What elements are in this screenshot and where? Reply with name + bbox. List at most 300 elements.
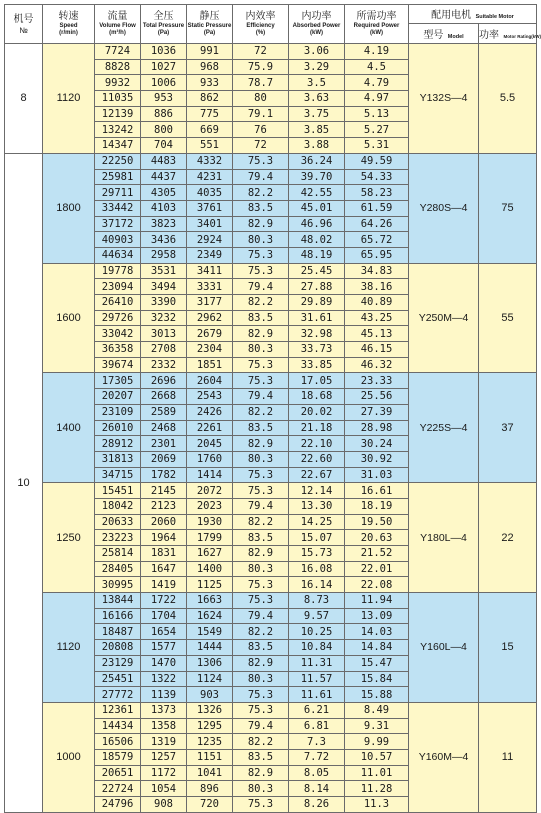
required-power-cell: 49.59 <box>345 153 409 169</box>
motor-power-cell: 75 <box>479 153 537 263</box>
flow-cell: 8828 <box>95 59 141 75</box>
col-motor-power <box>479 24 541 44</box>
efficiency-cell: 82.9 <box>233 655 289 671</box>
absorbed-power-cell: 21.18 <box>289 420 345 436</box>
required-power-cell: 22.01 <box>345 561 409 577</box>
efficiency-cell: 80.3 <box>233 561 289 577</box>
machine-no-cell: 10 <box>5 153 43 812</box>
required-power-cell: 20.63 <box>345 530 409 546</box>
flow-cell: 29711 <box>95 185 141 201</box>
static-pressure-cell: 4035 <box>187 185 233 201</box>
motor-power-cell: 15 <box>479 593 537 703</box>
efficiency-cell: 75.3 <box>233 153 289 169</box>
flow-cell: 9932 <box>95 75 141 91</box>
total-pressure-cell: 3436 <box>141 232 187 248</box>
efficiency-cell: 78.7 <box>233 75 289 91</box>
required-power-cell: 30.24 <box>345 436 409 452</box>
efficiency-cell: 79.4 <box>233 718 289 734</box>
absorbed-power-cell: 42.55 <box>289 185 345 201</box>
efficiency-cell: 83.5 <box>233 640 289 656</box>
total-pressure-cell: 2696 <box>141 373 187 389</box>
static-pressure-cell: 4332 <box>187 153 233 169</box>
required-power-cell: 10.57 <box>345 749 409 765</box>
flow-unit: (m³/h) <box>109 30 126 36</box>
total-pressure-cell: 1964 <box>141 530 187 546</box>
static-pressure-cell: 1624 <box>187 608 233 624</box>
col-machine-no <box>5 5 43 44</box>
total-pressure-cell: 3232 <box>141 310 187 326</box>
absorbed-power-cell: 14.25 <box>289 514 345 530</box>
flow-cell: 16166 <box>95 608 141 624</box>
machine-no-symbol: № <box>19 25 28 35</box>
table-row <box>5 153 537 169</box>
static-pressure-cell: 1930 <box>187 514 233 530</box>
total-pressure-cell: 1319 <box>141 734 187 750</box>
flow-cell: 26010 <box>95 420 141 436</box>
absorbed-power-cn: 内功率 <box>301 11 332 22</box>
static-pressure-cell: 2023 <box>187 498 233 514</box>
flow-cell: 18487 <box>95 624 141 640</box>
flow-cell: 26410 <box>95 295 141 311</box>
motor-power-cell: 11 <box>479 702 537 812</box>
efficiency-cell: 82.9 <box>233 546 289 562</box>
total-pressure-cell: 3390 <box>141 295 187 311</box>
total-pressure-cell: 1577 <box>141 640 187 656</box>
required-power-cell: 43.25 <box>345 310 409 326</box>
total-pressure-en: Total Pressure <box>142 23 185 29</box>
absorbed-power-cell: 9.57 <box>289 608 345 624</box>
efficiency-cell: 82.9 <box>233 436 289 452</box>
required-power-cell: 58.23 <box>345 185 409 201</box>
flow-cell: 24796 <box>95 797 141 813</box>
total-pressure-cell: 4437 <box>141 169 187 185</box>
total-pressure-cell: 1257 <box>141 749 187 765</box>
absorbed-power-cell: 48.19 <box>289 247 345 263</box>
table-row <box>5 44 537 60</box>
total-pressure-cell: 3494 <box>141 279 187 295</box>
flow-cell: 44634 <box>95 247 141 263</box>
required-power-cell: 65.95 <box>345 247 409 263</box>
absorbed-power-cell: 6.21 <box>289 702 345 718</box>
static-pressure-cell: 1235 <box>187 734 233 750</box>
table-row <box>5 702 537 718</box>
efficiency-cell: 75.9 <box>233 59 289 75</box>
absorbed-power-cell: 15.07 <box>289 530 345 546</box>
static-pressure-cell: 669 <box>187 122 233 138</box>
efficiency-cell: 82.9 <box>233 216 289 232</box>
suitable-motor-en: Suitable Motor <box>475 14 514 20</box>
required-power-cell: 27.39 <box>345 404 409 420</box>
required-power-cell: 9.99 <box>345 734 409 750</box>
required-power-cell: 38.16 <box>345 279 409 295</box>
total-pressure-cell: 1139 <box>141 687 187 703</box>
absorbed-power-cell: 46.96 <box>289 216 345 232</box>
absorbed-power-cell: 10.25 <box>289 624 345 640</box>
flow-cell: 23129 <box>95 655 141 671</box>
static-pressure-cell: 1400 <box>187 561 233 577</box>
static-pressure-en: Static Pressure <box>187 23 232 29</box>
total-pressure-cell: 1647 <box>141 561 187 577</box>
efficiency-cell: 75.3 <box>233 357 289 373</box>
efficiency-cell: 75.3 <box>233 483 289 499</box>
flow-cell: 23094 <box>95 279 141 295</box>
static-pressure-cell: 1124 <box>187 671 233 687</box>
total-pressure-cell: 800 <box>141 122 187 138</box>
efficiency-cell: 82.2 <box>233 734 289 750</box>
absorbed-power-cell: 11.57 <box>289 671 345 687</box>
table-row <box>5 373 537 389</box>
flow-cell: 25814 <box>95 546 141 562</box>
col-suitable-motor <box>409 5 537 24</box>
absorbed-power-cell: 3.88 <box>289 138 345 154</box>
suitable-motor-cn: 配用电机 <box>431 10 472 21</box>
required-power-cell: 15.88 <box>345 687 409 703</box>
static-pressure-cell: 2349 <box>187 247 233 263</box>
required-power-cell: 14.03 <box>345 624 409 640</box>
required-power-cell: 11.01 <box>345 765 409 781</box>
performance-table <box>4 4 541 813</box>
static-pressure-cell: 1295 <box>187 718 233 734</box>
required-power-cell: 15.84 <box>345 671 409 687</box>
total-pressure-cell: 1358 <box>141 718 187 734</box>
efficiency-cell: 79.4 <box>233 169 289 185</box>
required-power-cell: 16.61 <box>345 483 409 499</box>
total-pressure-cell: 1704 <box>141 608 187 624</box>
total-pressure-cell: 3823 <box>141 216 187 232</box>
static-pressure-cell: 862 <box>187 91 233 107</box>
total-pressure-cell: 1027 <box>141 59 187 75</box>
efficiency-cell: 83.5 <box>233 200 289 216</box>
efficiency-cell: 75.3 <box>233 702 289 718</box>
efficiency-cell: 75.3 <box>233 687 289 703</box>
absorbed-power-cell: 7.72 <box>289 749 345 765</box>
flow-cell: 30995 <box>95 577 141 593</box>
motor-model-cell: Y280S—4 <box>409 153 479 263</box>
static-pressure-cell: 1041 <box>187 765 233 781</box>
static-pressure-cell: 2426 <box>187 404 233 420</box>
total-pressure-cell: 2668 <box>141 389 187 405</box>
required-power-cn: 所需功率 <box>356 11 397 22</box>
absorbed-power-cell: 7.3 <box>289 734 345 750</box>
total-pressure-cell: 2060 <box>141 514 187 530</box>
required-power-cell: 5.31 <box>345 138 409 154</box>
total-pressure-cell: 1831 <box>141 546 187 562</box>
total-pressure-cell: 2708 <box>141 342 187 358</box>
absorbed-power-cell: 3.85 <box>289 122 345 138</box>
absorbed-power-cell: 3.75 <box>289 106 345 122</box>
flow-cell: 25981 <box>95 169 141 185</box>
efficiency-cell: 79.1 <box>233 106 289 122</box>
absorbed-power-cell: 45.01 <box>289 200 345 216</box>
total-pressure-cell: 1419 <box>141 577 187 593</box>
absorbed-power-cell: 16.14 <box>289 577 345 593</box>
required-power-cell: 34.83 <box>345 263 409 279</box>
speed-cn: 转速 <box>58 11 79 22</box>
absorbed-power-cell: 3.06 <box>289 44 345 60</box>
static-pressure-cell: 551 <box>187 138 233 154</box>
absorbed-power-cell: 3.63 <box>289 91 345 107</box>
motor-power-en: Motor Rating(kW) <box>503 33 541 39</box>
required-power-cell: 11.3 <box>345 797 409 813</box>
required-power-cell: 28.98 <box>345 420 409 436</box>
static-pressure-cell: 1444 <box>187 640 233 656</box>
speed-cell: 1120 <box>43 593 95 703</box>
flow-cell: 16506 <box>95 734 141 750</box>
efficiency-cell: 75.3 <box>233 593 289 609</box>
efficiency-cell: 82.2 <box>233 624 289 640</box>
efficiency-cell: 75.3 <box>233 797 289 813</box>
static-pressure-cell: 1549 <box>187 624 233 640</box>
total-pressure-cell: 2069 <box>141 451 187 467</box>
total-pressure-cell: 1654 <box>141 624 187 640</box>
absorbed-power-cell: 39.70 <box>289 169 345 185</box>
required-power-cell: 31.03 <box>345 467 409 483</box>
static-pressure-cell: 2072 <box>187 483 233 499</box>
speed-cell: 1800 <box>43 153 95 263</box>
absorbed-power-cell: 6.81 <box>289 718 345 734</box>
total-pressure-cell: 1036 <box>141 44 187 60</box>
efficiency-cell: 83.5 <box>233 749 289 765</box>
flow-cell: 22250 <box>95 153 141 169</box>
static-pressure-cell: 1799 <box>187 530 233 546</box>
absorbed-power-cell: 36.24 <box>289 153 345 169</box>
static-pressure-unit: (Pa) <box>203 30 216 36</box>
efficiency-cell: 72 <box>233 138 289 154</box>
flow-cell: 23109 <box>95 404 141 420</box>
total-pressure-cell: 4483 <box>141 153 187 169</box>
total-pressure-cell: 1054 <box>141 781 187 797</box>
absorbed-power-cell: 3.5 <box>289 75 345 91</box>
flow-cell: 39674 <box>95 357 141 373</box>
speed-cell: 1000 <box>43 702 95 812</box>
static-pressure-cell: 2261 <box>187 420 233 436</box>
total-pressure-cn: 全压 <box>153 11 174 22</box>
flow-cell: 33442 <box>95 200 141 216</box>
absorbed-power-cell: 33.73 <box>289 342 345 358</box>
total-pressure-cell: 2589 <box>141 404 187 420</box>
total-pressure-cell: 1006 <box>141 75 187 91</box>
required-power-cell: 61.59 <box>345 200 409 216</box>
speed-unit: (r/min) <box>59 30 78 36</box>
static-pressure-cell: 1414 <box>187 467 233 483</box>
table-body <box>5 44 537 813</box>
machine-no-label: 机号 <box>13 13 34 25</box>
efficiency-cell: 82.9 <box>233 326 289 342</box>
motor-model-cell: Y180L—4 <box>409 483 479 593</box>
total-pressure-cell: 704 <box>141 138 187 154</box>
absorbed-power-cell: 48.02 <box>289 232 345 248</box>
static-pressure-cell: 896 <box>187 781 233 797</box>
required-power-cell: 65.72 <box>345 232 409 248</box>
efficiency-cell: 75.3 <box>233 263 289 279</box>
required-power-cell: 46.15 <box>345 342 409 358</box>
total-pressure-cell: 1782 <box>141 467 187 483</box>
motor-model-cell: Y250M—4 <box>409 263 479 373</box>
efficiency-cell: 82.2 <box>233 185 289 201</box>
efficiency-cell: 83.5 <box>233 310 289 326</box>
absorbed-power-cell: 8.14 <box>289 781 345 797</box>
table-row <box>5 483 537 499</box>
static-pressure-cell: 3411 <box>187 263 233 279</box>
static-pressure-cell: 1125 <box>187 577 233 593</box>
required-power-cell: 5.27 <box>345 122 409 138</box>
static-pressure-cell: 1760 <box>187 451 233 467</box>
required-power-cell: 19.50 <box>345 514 409 530</box>
absorbed-power-cell: 22.67 <box>289 467 345 483</box>
required-power-cell: 45.13 <box>345 326 409 342</box>
efficiency-cell: 80.3 <box>233 232 289 248</box>
efficiency-cell: 75.3 <box>233 373 289 389</box>
total-pressure-cell: 4305 <box>141 185 187 201</box>
speed-cell: 1250 <box>43 483 95 593</box>
efficiency-cell: 80.3 <box>233 451 289 467</box>
col-absorbed-power <box>289 5 345 44</box>
col-efficiency <box>233 5 289 44</box>
static-pressure-cell: 2962 <box>187 310 233 326</box>
efficiency-cell: 76 <box>233 122 289 138</box>
total-pressure-cell: 2123 <box>141 498 187 514</box>
required-power-cell: 4.97 <box>345 91 409 107</box>
static-pressure-cell: 2045 <box>187 436 233 452</box>
static-pressure-cell: 968 <box>187 59 233 75</box>
required-power-cell: 46.32 <box>345 357 409 373</box>
efficiency-cell: 75.3 <box>233 247 289 263</box>
absorbed-power-cell: 8.73 <box>289 593 345 609</box>
total-pressure-cell: 2145 <box>141 483 187 499</box>
absorbed-power-cell: 32.98 <box>289 326 345 342</box>
table-header <box>5 5 541 44</box>
machine-no-cell: 8 <box>5 44 43 154</box>
motor-power-cell: 37 <box>479 373 537 483</box>
static-pressure-cell: 933 <box>187 75 233 91</box>
absorbed-power-cell: 17.05 <box>289 373 345 389</box>
total-pressure-unit: (Pa) <box>157 30 170 36</box>
efficiency-cell: 79.4 <box>233 389 289 405</box>
absorbed-power-cell: 8.26 <box>289 797 345 813</box>
flow-cell: 25451 <box>95 671 141 687</box>
efficiency-cell: 80.3 <box>233 671 289 687</box>
absorbed-power-unit: (kW) <box>310 30 323 36</box>
absorbed-power-cell: 8.05 <box>289 765 345 781</box>
efficiency-cell: 82.9 <box>233 765 289 781</box>
static-pressure-cell: 2543 <box>187 389 233 405</box>
efficiency-unit: (%) <box>255 30 266 36</box>
model-cn: 型号 <box>423 29 444 41</box>
static-pressure-cell: 991 <box>187 44 233 60</box>
required-power-cell: 14.84 <box>345 640 409 656</box>
total-pressure-cell: 1373 <box>141 702 187 718</box>
static-pressure-cell: 4231 <box>187 169 233 185</box>
static-pressure-cell: 2304 <box>187 342 233 358</box>
flow-cell: 12361 <box>95 702 141 718</box>
flow-cell: 12139 <box>95 106 141 122</box>
total-pressure-cell: 886 <box>141 106 187 122</box>
static-pressure-cn: 静压 <box>199 11 220 22</box>
flow-cell: 34715 <box>95 467 141 483</box>
col-speed <box>43 5 95 44</box>
absorbed-power-cell: 31.61 <box>289 310 345 326</box>
required-power-cell: 4.19 <box>345 44 409 60</box>
required-power-cell: 15.47 <box>345 655 409 671</box>
flow-cell: 14434 <box>95 718 141 734</box>
flow-cell: 28405 <box>95 561 141 577</box>
motor-power-cn: 功率 <box>479 29 499 41</box>
efficiency-cell: 82.2 <box>233 295 289 311</box>
efficiency-cell: 82.2 <box>233 404 289 420</box>
flow-cell: 14347 <box>95 138 141 154</box>
efficiency-cell: 82.2 <box>233 514 289 530</box>
total-pressure-cell: 3013 <box>141 326 187 342</box>
required-power-cell: 18.19 <box>345 498 409 514</box>
motor-power-cell: 55 <box>479 263 537 373</box>
flow-cell: 13242 <box>95 122 141 138</box>
total-pressure-cell: 4103 <box>141 200 187 216</box>
flow-en: Volume Flow <box>99 23 136 29</box>
absorbed-power-cell: 11.31 <box>289 655 345 671</box>
flow-cell: 36358 <box>95 342 141 358</box>
col-total-pressure <box>141 5 187 44</box>
efficiency-cell: 79.4 <box>233 279 289 295</box>
absorbed-power-en: Absorbed Power <box>292 23 341 29</box>
flow-cell: 20207 <box>95 389 141 405</box>
total-pressure-cell: 3531 <box>141 263 187 279</box>
total-pressure-cell: 1470 <box>141 655 187 671</box>
static-pressure-cell: 720 <box>187 797 233 813</box>
col-static-pressure <box>187 5 233 44</box>
flow-cell: 40903 <box>95 232 141 248</box>
static-pressure-cell: 3177 <box>187 295 233 311</box>
required-power-cell: 22.08 <box>345 577 409 593</box>
flow-cell: 31813 <box>95 451 141 467</box>
required-power-cell: 64.26 <box>345 216 409 232</box>
total-pressure-cell: 908 <box>141 797 187 813</box>
required-power-cell: 11.28 <box>345 781 409 797</box>
static-pressure-cell: 1326 <box>187 702 233 718</box>
required-power-cell: 23.33 <box>345 373 409 389</box>
required-power-cell: 4.79 <box>345 75 409 91</box>
required-power-cell: 54.33 <box>345 169 409 185</box>
static-pressure-cell: 3331 <box>187 279 233 295</box>
static-pressure-cell: 3761 <box>187 200 233 216</box>
motor-model-cell: Y160M—4 <box>409 702 479 812</box>
absorbed-power-cell: 25.45 <box>289 263 345 279</box>
absorbed-power-cell: 10.84 <box>289 640 345 656</box>
efficiency-cn: 内效率 <box>245 11 276 22</box>
total-pressure-cell: 2958 <box>141 247 187 263</box>
flow-cell: 27772 <box>95 687 141 703</box>
efficiency-cell: 75.3 <box>233 577 289 593</box>
motor-model-cell: Y132S—4 <box>409 44 479 154</box>
flow-cell: 20633 <box>95 514 141 530</box>
efficiency-cell: 79.4 <box>233 608 289 624</box>
required-power-cell: 25.56 <box>345 389 409 405</box>
model-en: Model <box>447 33 464 40</box>
total-pressure-cell: 2301 <box>141 436 187 452</box>
flow-cell: 22724 <box>95 781 141 797</box>
total-pressure-cell: 1322 <box>141 671 187 687</box>
static-pressure-cell: 1627 <box>187 546 233 562</box>
flow-cell: 19778 <box>95 263 141 279</box>
flow-cell: 37172 <box>95 216 141 232</box>
efficiency-cell: 83.5 <box>233 420 289 436</box>
total-pressure-cell: 1172 <box>141 765 187 781</box>
static-pressure-cell: 2604 <box>187 373 233 389</box>
flow-cn: 流量 <box>107 11 128 22</box>
flow-cell: 20808 <box>95 640 141 656</box>
static-pressure-cell: 1851 <box>187 357 233 373</box>
absorbed-power-cell: 18.68 <box>289 389 345 405</box>
static-pressure-cell: 1151 <box>187 749 233 765</box>
